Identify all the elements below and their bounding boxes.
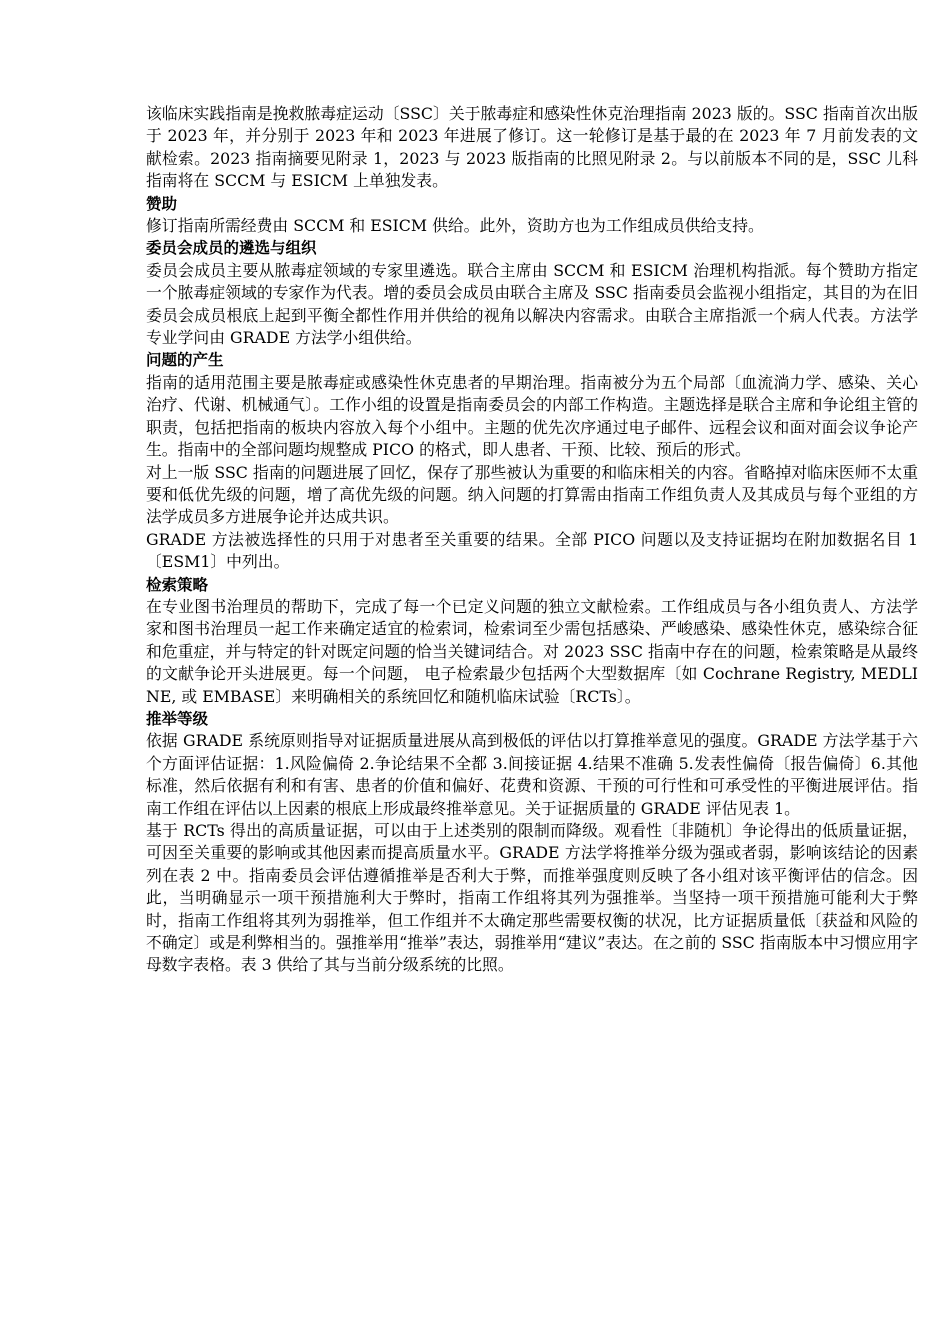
- document-body: [146, 103, 918, 977]
- question-scope-paragraph: 指南的适用范围主要是脓毒症或感染性休克患者的早期治理。指南被分为五个局部〔血流淌力学、感染、关心治疗、代谢、机械通气〕。工作小组的设置是指南委员会的内部工作构造。主题选择是联合主席和争论组主管的职责，包括把指南的板块内容放入每个小组中。主题的优先次序通过电子邮件、远程会议和面对面会议争论产生。指南中的全部问题均规整成 PICO 的格式，即人患者、干预、比较、预后的形式。: [146, 372, 918, 460]
- heading-search-strategy: 检索策略: [146, 575, 209, 594]
- heading-committee-selection: 委员会成员的遴选与组织: [146, 239, 317, 258]
- recommendation-strength-paragraph: 基于 RCTs 得出的高质量证据，可以由于上述类别的限制而降级。观看性〔非随机〕争论得出的低质量证据，可因至关重要的影响或其他因素而提高质量水平。GRADE 方法学将推举分级为强或者弱，影响该结论的因素列在表 2 中。指南委员会评估遵循推举是否利大于弊，而推举强度则反映了各小组对该平衡评估的信念。因此，当明确显示一项干预措施利大于弊时，指南工作组将其列为强推举。当坚持一项干预措施可能利大于弊时，指南工作组将其列为弱推举，但工作组并不太确定那些需要权衡的状况，比方证据质量低〔获益和风险的不确定〕或是利弊相当的。强推举用“推举”表达，弱推举用“建议”表达。在之前的 SSC 指南版本中习惯应用字母数字表格。表 3 供给了其与当前分级系统的比照。: [146, 821, 918, 975]
- committee-paragraph: 委员会成员主要从脓毒症领域的专家里遴选。联合主席由 SCCM 和 ESICM 治理机构指派。每个赞助方指定一个脓毒症领域的专家作为代表。增的委员会成员由联合主席及 SSC 指南委员会监视小组指定，其目的为在旧委员会成员根底上起到平衡全都性作用并供给的视角以解决内容需求。由联合主席指派一个病人代表。方法学专业学问由 GRADE 方法学小组供给。: [146, 260, 918, 348]
- intro-paragraph: 该临床实践指南是挽救脓毒症运动〔SSC〕关于脓毒症和感染性休克治理指南 2023 版的。SSC 指南首次出版于 2023 年，并分别于 2023 年和 2023 年进展了修订。这一轮修订是基于最的在 2023 年 7 月前发表的文献检索。2023 指南摘要见附录 1，2023 与 2023 版指南的比照见附录 2。与以前版本不同的是，SSC 儿科指南将在 SCCM 与 ESICM 上单独发表。: [146, 104, 918, 191]
- heading-recommendation-grade: 推举等级: [146, 709, 209, 728]
- grade-outcome-paragraph: GRADE 方法被选择性的只用于对患者至关重要的结果。全部 PICO 问题以及支持证据均在附加数据名目 1〔ESM1〕中列出。: [146, 529, 918, 572]
- question-review-paragraph: 对上一版 SSC 指南的问题进展了回忆，保存了那些被认为重要的和临床相关的内容。省略掉对临床医师不太重要和低优先级的问题，增了高优先级的问题。纳入问题的打算需由指南工作组负责人及其成员与每个亚组的方法学成员多方进展争论并达成共识。: [146, 462, 918, 527]
- grade-evaluation-paragraph: 依据 GRADE 系统原则指导对证据质量进展从高到极低的评估以打算推举意见的强度。GRADE 方法学基于六个方面评估证据：1.风险偏倚 2.争论结果不全都 3.间接证据 4.结果不准确 5.发表性偏倚〔报告偏倚〕6.其他标准，然后依据有利和有害、患者的价值和偏好、花费和资源、干预的可行性和可承受性的平衡进展评估。指南工作组在评估以上因素的根底上形成最终推举意见。关于证据质量的 GRADE 评估见表 1。: [146, 731, 918, 818]
- heading-question-generation: 问题的产生: [146, 351, 224, 370]
- sponsorship-paragraph: 修订指南所需经费由 SCCM 和 ESICM 供给。此外，资助方也为工作组成员供给支持。: [146, 216, 764, 236]
- search-strategy-paragraph: 在专业图书治理员的帮助下，完成了每一个已定义问题的独立文献检索。工作组成员与各小组负责人、方法学家和图书治理员一起工作来确定适宜的检索词，检索词至少需包括感染、严峻感染、感染性休克，感染综合征和危重症，并与特定的针对既定问题的恰当关键词结合。对 2023 SSC 指南中存在的问题，检索策略是从最终的文献争论开头进展更。每一个问题， 电子检索最少包括两个大型数据库〔如 Cochrane Registry, MEDLINE, 或 EMBASE〕来明确相关的系统回忆和随机临床试验〔RCTs〕。: [146, 596, 918, 706]
- heading-sponsorship: 赞助: [146, 194, 178, 213]
